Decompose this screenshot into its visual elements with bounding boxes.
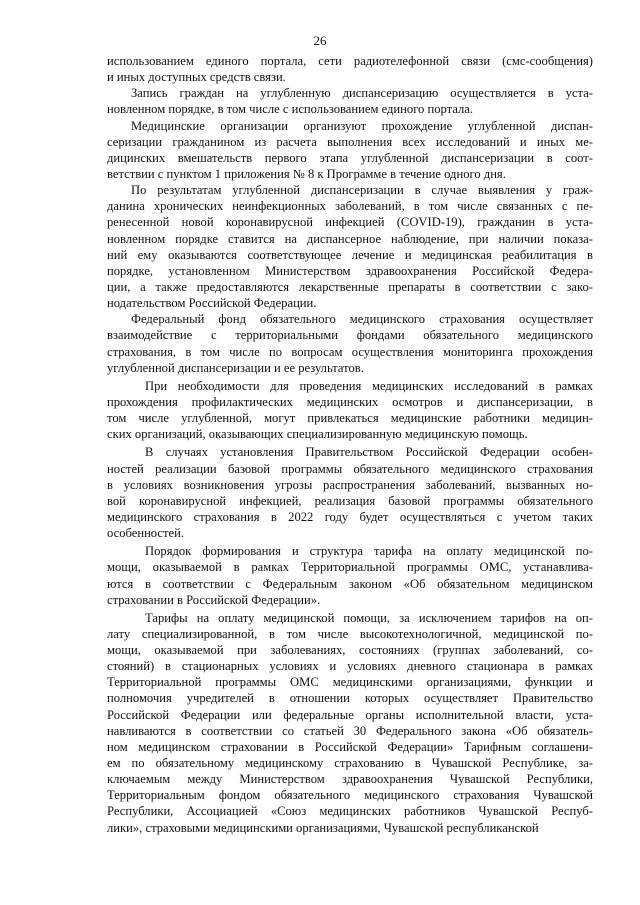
text-line: ключаемым между Министерством здравоохранения Чувашской Республики, xyxy=(107,772,593,787)
document-body xyxy=(107,53,593,836)
paragraph xyxy=(107,610,593,836)
paragraph xyxy=(107,85,593,117)
text-line: использованием единого портала, сети радиотелефонной связи (смс-сообщения) xyxy=(107,54,593,68)
text-line: ренесенной новой коронавирусной инфекцией (COVID-19), гражданин в уста- xyxy=(107,215,593,230)
text-line: По результатам углубленной диспансеризации в случае выявления у граж- xyxy=(131,183,593,198)
text-line: ностей реализации базовой программы обязательного медицинского страхования xyxy=(107,461,593,476)
text-line: полномочия учредителей в отношении которых осуществляет Правительство xyxy=(107,691,593,706)
paragraph xyxy=(107,53,593,85)
text-line: В случаях установления Правительством Российской Федерации особен- xyxy=(145,445,593,460)
page-number: 26 xyxy=(313,33,327,48)
text-line: и иных доступных средств связи. xyxy=(107,70,286,85)
text-line: Российской Федерации или федеральные органы исполнительной власти, уста- xyxy=(107,707,593,722)
text-line: том числе углубленной, могут привлекаться медицинские работники медицин- xyxy=(107,411,593,426)
text-line: углубленной диспансеризации и ее результатов. xyxy=(107,360,364,375)
paragraph xyxy=(107,543,593,608)
text-line: Федеральный фонд обязательного медицинского страхования осуществляет xyxy=(131,312,593,327)
text-line: Территориальной программы ОМС медицинскими организациями, функции и xyxy=(107,675,593,690)
text-line: мощи, оказываемой в рамках Территориальной программы ОМС, устанавлива- xyxy=(107,560,593,575)
text-line: ем по обязательному медицинскому страхованию в Чувашской Республике, за- xyxy=(107,756,593,771)
paragraph xyxy=(107,311,593,376)
text-line: особенностей. xyxy=(107,526,184,541)
text-line: взаимодействие с территориальными фондами обязательного медицинского xyxy=(107,328,593,343)
text-line: вой коронавирусной инфекцией, реализация базовой программы обязательного xyxy=(107,493,593,508)
text-line: данина хронических неинфекционных заболеваний, в том числе связанных с пе- xyxy=(107,199,593,214)
text-line: серизации гражданином из расчета выполнения всех исследований и иных ме- xyxy=(107,134,593,149)
text-line: ном медицинском страховании в Российской Федерации» Тарифным соглашени- xyxy=(107,739,593,754)
paragraph xyxy=(107,378,593,443)
text-line: стояний) в стационарных условиях и условиях дневного стационара в рамках xyxy=(107,659,593,674)
text-line: порядке, установленном Министерством здравоохранения Российской Федера- xyxy=(107,263,593,278)
text-line: нодательством Российской Федерации. xyxy=(107,296,317,311)
text-line: Республики, Ассоциацией «Союз медицинских работников Чувашской Респуб- xyxy=(107,804,593,819)
text-line: Территориальным фондом обязательного медицинского страхования Чувашской xyxy=(107,788,593,803)
text-line: лики», страховыми медицинскими организациями, Чувашской республиканской xyxy=(107,820,539,835)
text-line: ветствии с пунктом 1 приложения № 8 к Программе в течение одного дня. xyxy=(107,166,506,181)
paragraph xyxy=(107,182,593,311)
text-line: ются в соответствии с Федеральным законом «Об обязательном медицинском xyxy=(107,576,593,591)
text-line: дицинских вмешательств первого этапа углубленной диспансеризации в соот- xyxy=(107,150,593,165)
text-line: медицинского страхования в 2022 году будет осуществляться с учетом таких xyxy=(107,509,593,524)
text-line: страховании в Российской Федерации». xyxy=(107,592,321,607)
text-line: Порядок формирования и структура тарифа на оплату медицинской по- xyxy=(145,544,593,559)
text-line: Медицинские организации организуют прохождение углубленной диспан- xyxy=(131,118,593,133)
text-line: ний ему оказываются соответствующее лечение и медицинская реабилитация в xyxy=(107,247,593,262)
text-line: новленном порядке, в том числе с использованием единого портала. xyxy=(107,102,474,117)
text-line: навливаются в соответствии со статьей 30 Федерального закона «Об обязатель- xyxy=(107,723,593,738)
text-line: При необходимости для проведения медицинских исследований в рамках xyxy=(145,378,593,393)
text-line: прохождения профилактических медицинских осмотров и диспансеризации, в xyxy=(107,394,593,409)
paragraph xyxy=(107,118,593,183)
text-line: страхования, в том числе по вопросам осуществления мониторинга прохождения xyxy=(107,344,593,359)
text-line: мощи, оказываемой при заболеваниях, состояниях (группах заболеваний, со- xyxy=(107,643,593,658)
text-line: в условиях возникновения угрозы распространения заболеваний, вызванных но- xyxy=(107,477,593,492)
paragraph xyxy=(107,444,593,541)
text-line: лату специализированной, в том числе высокотехнологичной, медицинской по- xyxy=(107,626,593,641)
text-line: ции, а также предоставляются лекарственные препараты в соответствии с зако- xyxy=(107,279,593,294)
text-line: Запись граждан на углубленную диспансеризацию осуществляется в уста- xyxy=(131,86,593,101)
text-line: Тарифы на оплату медицинской помощи, за исключением тарифов на оп- xyxy=(145,610,593,625)
text-line: ских организаций, оказывающих специализированную медицинскую помощь. xyxy=(107,427,528,442)
text-line: новленном порядке ставится на диспансерное наблюдение, при наличии показа- xyxy=(107,231,593,246)
